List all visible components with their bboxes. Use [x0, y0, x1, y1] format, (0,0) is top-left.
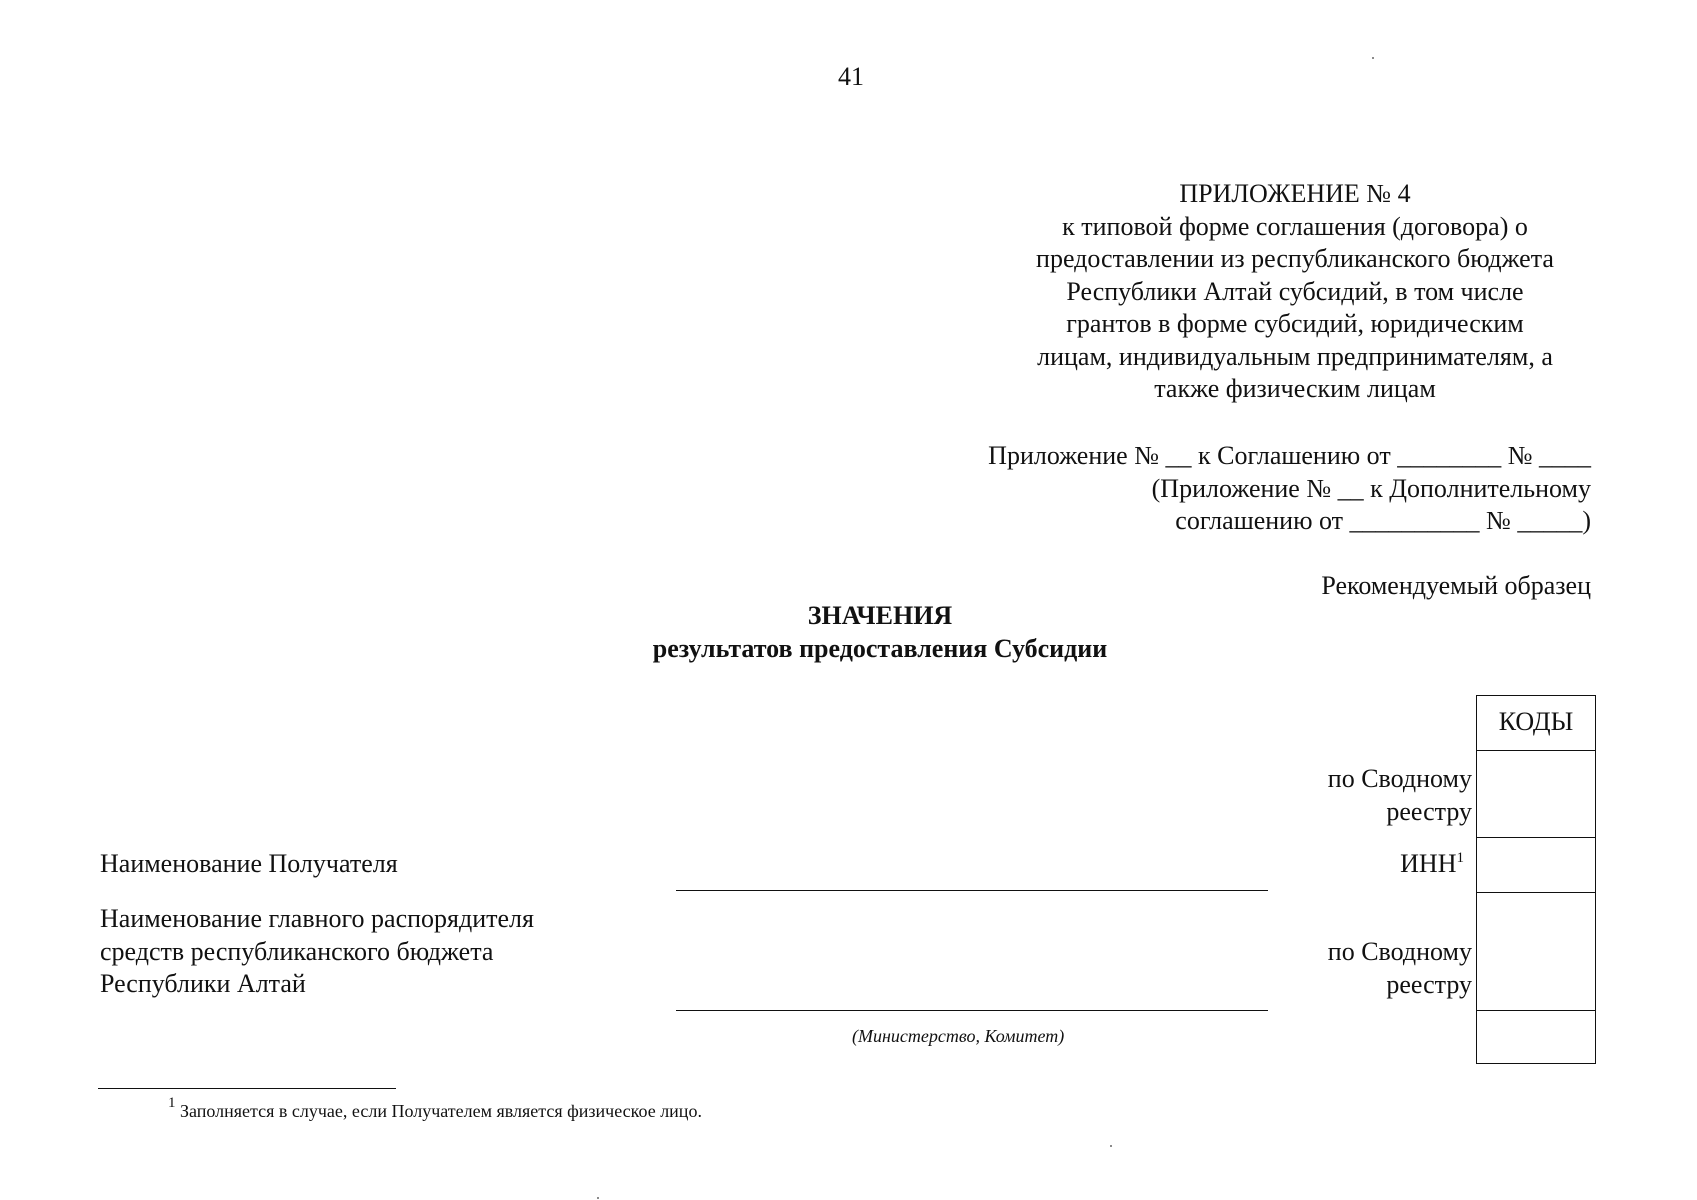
footnote-text: Заполняется в случае, если Получателем является физическое лицо.	[180, 1101, 702, 1121]
footnote-separator	[98, 1088, 396, 1089]
title-main: ЗНАЧЕНИЯ	[807, 601, 953, 630]
code-cell-inn[interactable]	[1477, 837, 1595, 892]
code-cell-registry-1[interactable]	[1477, 750, 1595, 837]
distributor-label: Наименование главного распорядителя средств республиканского бюджета Республики Алтай	[100, 904, 534, 998]
recommended-sample-label: Рекомендуемый образец	[1321, 571, 1591, 600]
appendix-header	[1005, 178, 1585, 406]
recipient-label: Наименование Получателя	[100, 849, 398, 878]
appendix-line: грантов в форме субсидий, юридическим	[1066, 309, 1524, 338]
footnote	[168, 1095, 702, 1122]
code-cell-extra[interactable]	[1477, 1010, 1595, 1063]
appendix-line: предоставлении из республиканского бюджета	[1036, 244, 1554, 273]
agreement-reference	[860, 440, 1591, 538]
agreement-ref-line: (Приложение № __ к Дополнительному	[1151, 473, 1591, 503]
scan-speck	[1372, 57, 1374, 59]
scan-speck	[1110, 1145, 1112, 1147]
inn-footnote-mark: 1	[1456, 850, 1464, 866]
code-label-registry-2: по Сводному реестру	[1327, 937, 1472, 999]
distributor-hint: (Министерство, Комитет)	[852, 1026, 1065, 1046]
recipient-name-line[interactable]	[676, 890, 1268, 891]
codes-header: КОДЫ	[1498, 707, 1574, 736]
agreement-ref-line: соглашению от __________ № _____)	[1175, 506, 1591, 535]
document-title	[480, 600, 1280, 665]
agreement-ref-line: Приложение № __ к Соглашению от ________ № ____	[988, 441, 1591, 470]
footnote-mark: 1	[168, 1095, 176, 1111]
appendix-line: лицам, индивидуальным предпринимателям, а	[1037, 341, 1553, 371]
codes-table	[1476, 695, 1596, 1064]
appendix-line: также физическим лицам	[1154, 374, 1436, 403]
code-label-inn: ИНН$^1$	[1400, 849, 1464, 878]
code-label-registry-1: по Сводному реестру	[1327, 764, 1472, 826]
code-cell-registry-2[interactable]	[1477, 892, 1595, 1010]
scan-speck	[597, 1197, 599, 1199]
page-number: 41	[838, 62, 864, 91]
distributor-name-line[interactable]	[676, 1010, 1268, 1011]
appendix-heading: ПРИЛОЖЕНИЕ № 4	[1179, 179, 1411, 208]
appendix-line: Республики Алтай субсидий, в том числе	[1066, 276, 1524, 306]
appendix-line: к типовой форме соглашения (договора) о	[1062, 211, 1528, 241]
title-sub: результатов предоставления Субсидии	[652, 633, 1108, 663]
